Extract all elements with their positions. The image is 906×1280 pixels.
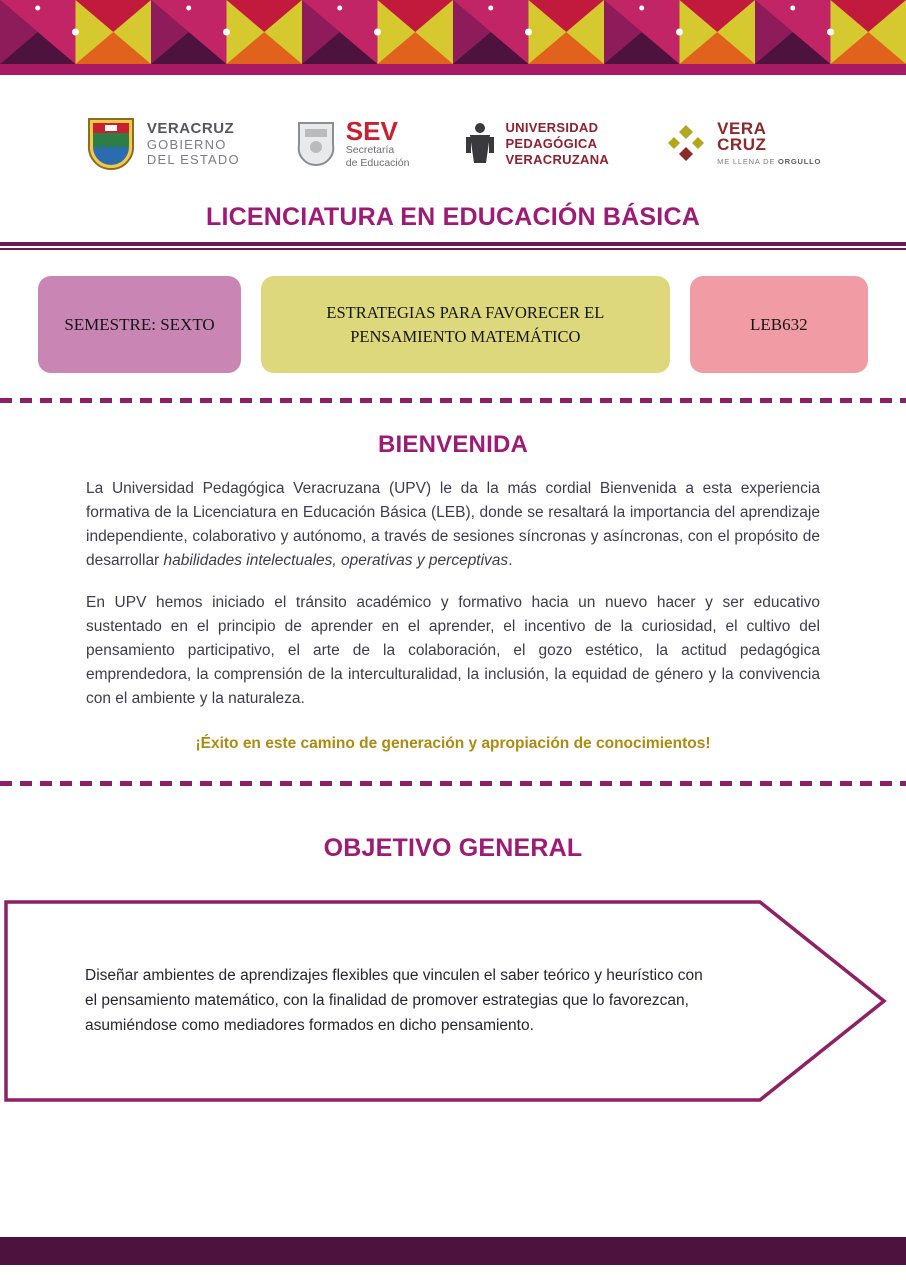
veracruz-brand-line2: CRUZ	[717, 135, 767, 155]
gobierno-line2: GOBIERNO	[146, 136, 227, 152]
objetivo-heading: OBJETIVO GENERAL	[323, 834, 583, 863]
bienvenida-p1-period: .	[508, 552, 513, 570]
semester-badge: SEMESTRE: SEXTO	[38, 276, 241, 373]
objetivo-text: Diseñar ambientes de aprendizajes flexibles que vinculen el saber teórico y heurístico con el pensamiento matemático, con la finalidad de promover estrategias que lo favorezcan, asumiéndose como mediadores formados en dicho pensamiento.	[85, 966, 703, 1034]
gobierno-line3: DEL ESTADO	[146, 151, 240, 167]
decorative-quilt-banner	[0, 0, 906, 75]
sev-shield-icon	[296, 120, 336, 168]
logo-sev	[296, 118, 410, 169]
course-info-row	[0, 276, 906, 373]
upv-line1: UNIVERSIDAD	[505, 119, 599, 135]
dashed-separator-middle	[0, 781, 906, 786]
sev-acronym: SEV	[345, 116, 398, 147]
sev-line2: de Educación	[345, 157, 410, 169]
bienvenida-p1-text: La Universidad Pedagógica Veracruzana (UPV) le da la más cordial Bienvenida a esta experiencia formativa de la Licenciatura en Educación Básica (LEB), donde se resaltará la importancia del aprendizaje independiente, colaborativo y autónomo, a través de sesiones síncronas y asíncronas, con el propósito de desarrollar	[86, 480, 820, 570]
logo-row	[0, 99, 906, 189]
logo-upv	[465, 120, 609, 169]
program-title: LICENCIATURA EN EDUCACIÓN BÁSICA	[206, 203, 700, 231]
bienvenida-heading: BIENVENIDA	[377, 431, 529, 458]
logo-veracruz-brand	[665, 121, 821, 167]
bienvenida-paragraph-1	[86, 477, 820, 573]
bienvenida-p1-italic: habilidades intelectuales, operativas y perceptivas	[163, 552, 509, 570]
veracruz-brand-line1: VERA	[717, 119, 767, 139]
objetivo-arrow-box	[0, 897, 906, 1105]
exito-message: ¡Éxito en este camino de generación y apropiación de conocimientos!	[195, 735, 711, 753]
sev-line1: Secretaría	[345, 144, 395, 157]
bienvenida-paragraph-2: En UPV hemos iniciado el tránsito académico y formativo hacia un nuevo hacer y ser educativo sustentado en el principio de aprender en el aprender, el incentivo de la curiosidad, el cultivo del pensamiento participativo, el arte de la colaboración, el gozo estético, la actitud pedagógica emprendedora, la comprensión de la interculturalidad, la inclusión, la equidad de género y la convivencia con el ambiente y la naturaleza.	[86, 594, 820, 708]
course-code-badge: LEB632	[690, 276, 868, 373]
title-double-rule	[0, 242, 906, 250]
veracruz-brand-tagline: ME LLENA DE ORGULLO	[717, 157, 822, 167]
veracruz-diamonds-icon	[665, 123, 707, 165]
dashed-separator-top	[0, 398, 906, 403]
upv-line3: VERACRUZANA	[505, 152, 610, 168]
logo-veracruz-gobierno	[85, 115, 240, 173]
upv-line2: PEDAGÓGICA	[505, 135, 598, 151]
course-name-badge: ESTRATEGIAS PARA FAVORECER EL PENSAMIENTO MATEMÁTICO	[261, 276, 670, 373]
footer-bar	[0, 1237, 906, 1265]
veracruz-coat-of-arms-icon	[85, 115, 137, 173]
gobierno-name: VERACRUZ	[146, 120, 235, 138]
upv-figure-icon	[465, 121, 495, 167]
